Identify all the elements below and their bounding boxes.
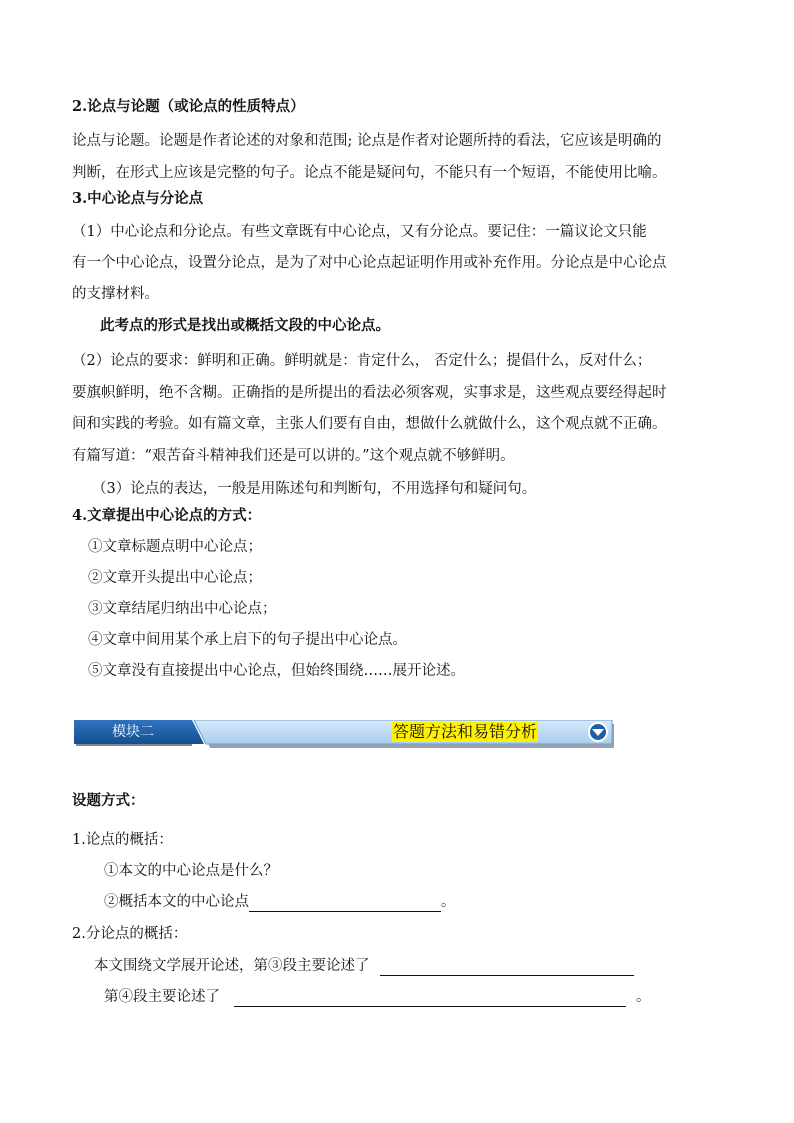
section-4-item-3: ③文章结尾归纳出中心论点；	[88, 601, 277, 617]
module-title: 答题方法和易错分析	[393, 722, 538, 741]
section-3-para-1-line-1: （1）中心论点和分论点。有些文章既有中心论点，又有分论点。要记住：一篇议论文只能	[72, 224, 647, 240]
section-4-item-1: ①文章标题点明中心论点；	[88, 539, 262, 555]
module-banner	[74, 720, 614, 748]
section-3-para-1-line-2: 有一个中心论点，设置分论点，是为了对中心论点起证明作用或补充作用。分论点是中心论点	[72, 255, 667, 271]
section-3-para-1-line-3: 的支撑材料。	[72, 286, 159, 302]
section-4-item-5: ⑤文章没有直接提出中心论点，但始终围绕……展开论述。	[88, 663, 465, 679]
section-2-heading: 2.论点与论题（或论点的性质特点）	[72, 98, 305, 115]
question-2-label: 2.分论点的概括：	[72, 926, 188, 942]
chevron-down-circle-icon	[589, 723, 607, 741]
question-1-item-1: ①本文的中心论点是什么？	[104, 863, 278, 879]
section-2-line-2: 判断，在形式上应该是完整的句子。论点不能是疑问句，不能只有一个短语，不能使用比喻。	[72, 165, 667, 181]
question-1-item-2	[104, 892, 769, 912]
question-1-item-2-text: ②概括本文的中心论点	[104, 894, 249, 910]
module-label: 模块二	[112, 724, 154, 740]
question-1-label: 1.论点的概括：	[72, 832, 173, 848]
section-4-item-4: ④文章中间用某个承上启下的句子提出中心论点。	[88, 632, 407, 648]
question-2-end: 。	[636, 989, 651, 1005]
section-3-para-2-line-3: 间和实践的考验。如有篇文章，主张人们要有自由，想做什么就做什么，这个观点就不正确。	[72, 416, 667, 432]
section-3-para-3: （3）论点的表达，一般是用陈述句和判断句，不用选择句和疑问句。	[92, 481, 537, 497]
section-3-emphasis: 此考点的形式是找出或概括文段的中心论点。	[100, 317, 390, 334]
section-3-para-2-line-2: 要旗帜鲜明，绝不含糊。正确指的是所提出的看法必须客观，实事求是，这些观点要经得起时	[72, 385, 667, 401]
section-3-para-2-line-1: （2）论点的要求：鲜明和正确。鲜明就是：肯定什么， 否定什么；提倡什么，反对什么；	[72, 353, 652, 369]
section-4-heading: 4.文章提出中心论点的方式：	[72, 507, 262, 524]
questions-heading: 设题方式：	[72, 792, 145, 809]
question-2-line-1-text: 本文围绕文学展开论述，第③段主要论述了	[94, 958, 370, 974]
answer-blank-3[interactable]	[234, 990, 626, 1007]
section-3-heading: 3.中心论点与分论点	[72, 190, 204, 207]
section-2-line-1: 论点与论题。论题是作者论述的对象和范围; 论点是作者对论题所持的看法，它应该是明确的	[72, 133, 662, 149]
answer-blank-1[interactable]	[249, 895, 441, 912]
section-3-para-2-line-4: 有篇写道：“艰苦奋斗精神我们还是可以讲的。”这个观点就不够鲜明。	[72, 448, 515, 464]
question-2-line-2	[104, 987, 769, 1007]
answer-blank-2[interactable]	[380, 959, 634, 976]
question-1-end: 。	[441, 894, 456, 910]
question-2-line-2-text: 第④段主要论述了	[104, 989, 220, 1005]
question-2-line-1	[94, 956, 759, 976]
section-4-item-2: ②文章开头提出中心论点；	[88, 570, 262, 586]
